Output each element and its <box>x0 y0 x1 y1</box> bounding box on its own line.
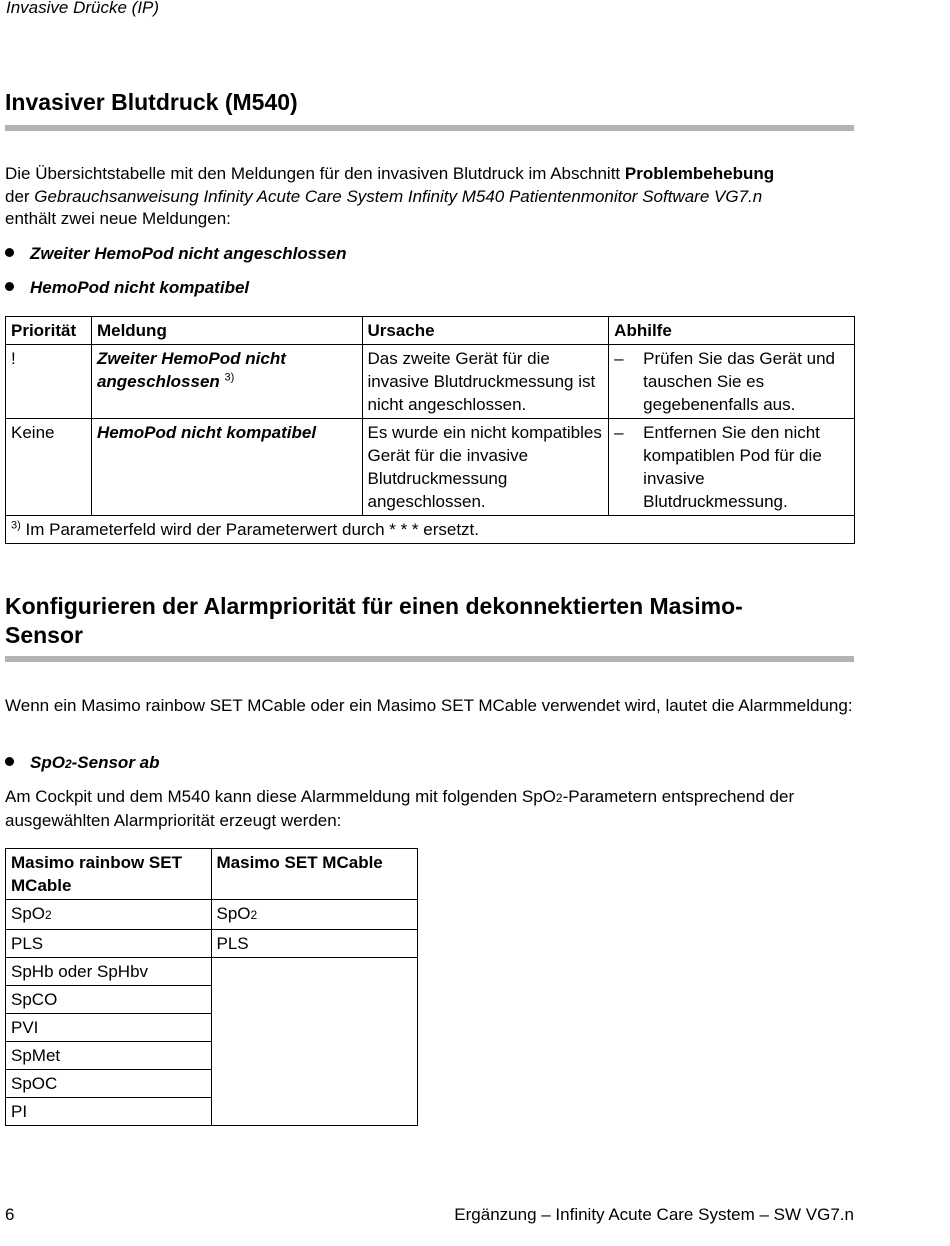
section-title-line: Konfigurieren der Alarmpriorität für einen dekonnektierten Masimo- <box>5 593 743 619</box>
section-rule <box>5 656 854 662</box>
param-text: SpO <box>216 904 251 923</box>
remedy-cell <box>609 345 855 419</box>
subscript: 2 <box>250 908 258 922</box>
bullet-item <box>5 277 249 299</box>
table-header-row <box>6 317 855 345</box>
bullet-text: HemoPod nicht kompatibel <box>30 278 250 297</box>
footnote-text: Im Parameterfeld wird der Parameterwert durch * * * ersetzt. <box>20 520 480 539</box>
section2-paragraph <box>5 786 855 832</box>
message-cell <box>91 345 362 419</box>
bullet-text-b: -Sensor ab <box>71 753 160 772</box>
cause-cell: Das zweite Gerät für die invasive Blutdruckmessung ist nicht angeschlossen. <box>362 345 609 419</box>
section-title-line: Sensor <box>5 622 83 648</box>
intro-text-3: enthält zwei neue Meldungen: <box>5 209 231 228</box>
intro-text-2: der <box>5 186 35 206</box>
column-header: Priorität <box>6 317 92 345</box>
priority-cell: Keine <box>6 419 92 516</box>
table-footnote-row <box>6 516 855 544</box>
bullet-text: Zweiter HemoPod nicht angeschlossen <box>30 244 347 263</box>
table-row <box>6 930 418 958</box>
remedy-cell <box>609 419 855 516</box>
param-cell: PI <box>6 1098 212 1126</box>
column-header: Masimo SET MCable <box>211 849 418 900</box>
footnote-mark: 3) <box>11 519 21 532</box>
column-header: Meldung <box>91 317 362 345</box>
page-number: 6 <box>5 1205 15 1224</box>
priority-cell: ! <box>6 345 92 419</box>
para-text-a: Am Cockpit und dem M540 kann diese Alarmmeldung mit folgenden SpO <box>5 787 556 806</box>
bullet-item <box>5 752 160 775</box>
section1-intro <box>5 163 855 231</box>
section2-intro: Wenn ein Masimo rainbow SET MCable oder ein Masimo SET MCable verwendet wird, lautet die Alarmmeldung: <box>5 696 853 715</box>
section-title-masimo <box>5 592 743 650</box>
running-header: Invasive Drücke (IP) <box>6 0 160 17</box>
footnote-ref: 3) <box>224 371 235 384</box>
remedy-text: Prüfen Sie das Gerät und tauschen Sie es gegebenenfalls aus. <box>643 349 836 414</box>
section-rule <box>5 125 854 131</box>
intro-text-1: Die Übersichtstabelle mit den Meldungen für den invasiven Blutdruck im Abschnitt <box>5 164 625 183</box>
dash-mark: – <box>614 423 624 442</box>
table-header-row <box>6 849 418 900</box>
intro-link-problembehebung: Problembehebung <box>624 164 775 183</box>
table-row <box>6 419 855 516</box>
bullet-icon <box>5 757 14 766</box>
empty-merged-cell <box>211 958 418 1126</box>
bullet-icon <box>5 282 14 291</box>
param-cell: SpHb oder SpHbv <box>6 958 212 986</box>
masimo-parameter-table <box>5 848 418 1126</box>
param-text: SpO <box>11 904 46 923</box>
subscript: 2 <box>45 908 52 922</box>
param-cell <box>6 900 212 930</box>
footnote-cell <box>6 516 855 544</box>
subscript: 2 <box>64 757 72 771</box>
subscript: 2 <box>555 791 563 805</box>
section-title-invasive-bp: Invasiver Blutdruck (M540) <box>5 89 298 115</box>
param-cell: SpCO <box>6 986 212 1014</box>
column-header: Masimo rainbow SET MCable <box>6 849 212 900</box>
message-text: HemoPod nicht kompatibel <box>96 423 317 442</box>
messages-table <box>5 316 855 544</box>
bullet-text-a: SpO <box>30 753 65 772</box>
message-cell <box>91 419 362 516</box>
param-cell: PVI <box>6 1014 212 1042</box>
param-cell: PLS <box>6 930 212 958</box>
column-header: Ursache <box>362 317 609 345</box>
para-text-b: -Parametern entsprechend der ausgewählten Alarmpriorität erzeugt werden: <box>5 787 795 830</box>
footer-doc-title: Ergänzung – Infinity Acute Care System – SW VG7.n <box>454 1205 854 1224</box>
remedy-text: Entfernen Sie den nicht kompatiblen Pod für die invasive Blutdruckmessung. <box>643 423 822 511</box>
param-cell <box>211 900 418 930</box>
param-cell: SpMet <box>6 1042 212 1070</box>
bullet-item <box>5 243 346 265</box>
column-header: Abhilfe <box>609 317 855 345</box>
param-cell: PLS <box>211 930 418 958</box>
table-row <box>6 958 418 986</box>
table-row <box>6 900 418 930</box>
bullet-icon <box>5 248 14 257</box>
param-cell: SpOC <box>6 1070 212 1098</box>
message-text: Zweiter HemoPod nicht angeschlossen <box>96 349 286 391</box>
dash-mark: – <box>614 349 624 368</box>
intro-doc-title: Gebrauchsanweisung Infinity Acute Care System Infinity M540 Patientenmonitor Software VG7.n <box>34 186 763 206</box>
cause-cell: Es wurde ein nicht kompatibles Gerät für die invasive Blutdruckmessung angeschlossen. <box>362 419 609 516</box>
table-row <box>6 345 855 419</box>
